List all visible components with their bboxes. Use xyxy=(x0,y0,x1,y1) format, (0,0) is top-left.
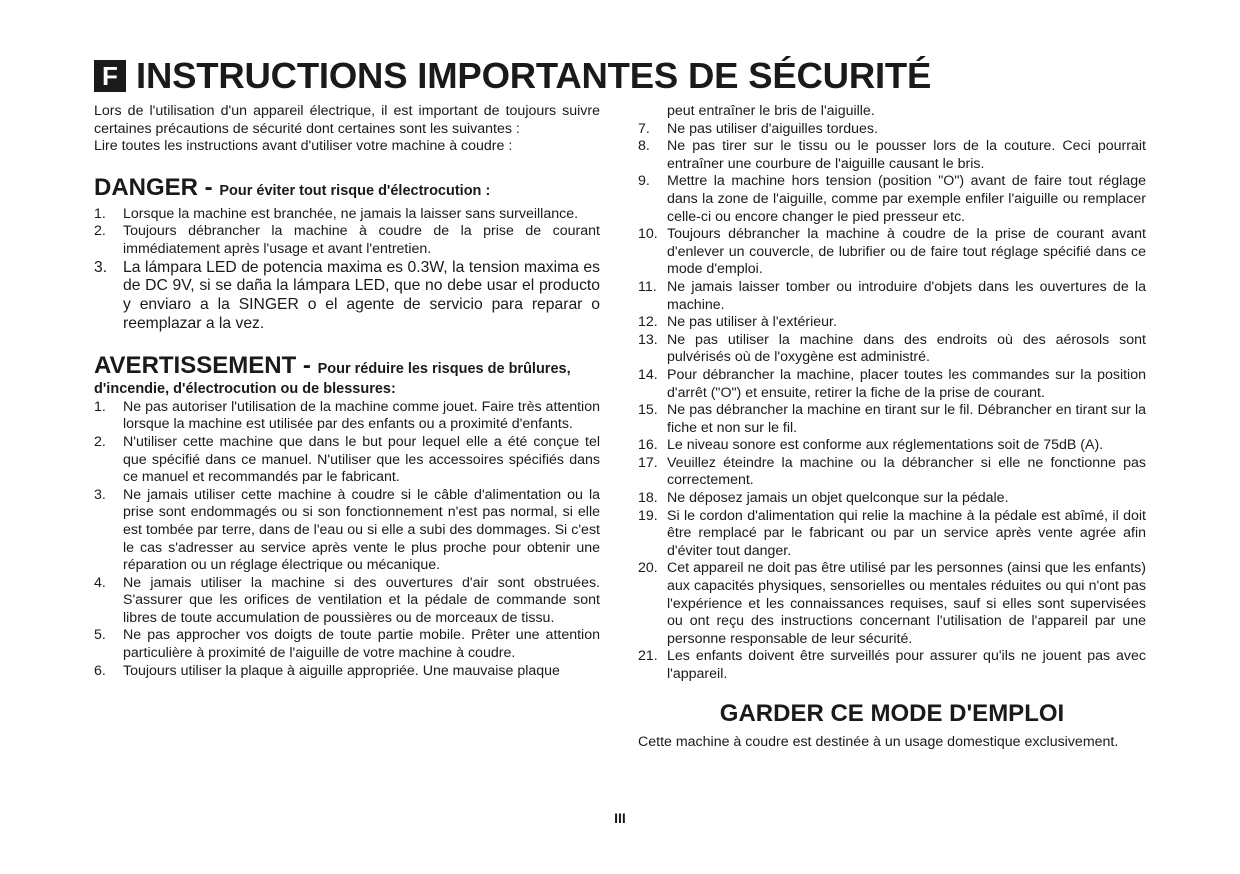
warning-item xyxy=(94,399,600,434)
danger-item xyxy=(94,223,600,258)
item-number: 3. xyxy=(94,486,106,503)
item-text: Ne pas tirer sur le tissu ou le pousser lors de la couture. Ceci pourrait entraîner une courbure de l'aiguille causant le bris. xyxy=(667,138,1146,172)
danger-item xyxy=(94,259,600,334)
warning-item xyxy=(638,402,1146,437)
item-text: Ne pas utiliser à l'extérieur. xyxy=(667,314,837,331)
danger-label: DANGER xyxy=(94,173,199,201)
item-number: 3. xyxy=(94,258,108,276)
warning-item xyxy=(638,314,1146,332)
item-number: 2. xyxy=(94,223,106,240)
item-text: Pour débrancher la machine, placer toutes les commandes sur la position d'arrêt ("O") et ensuite, retirer la fiche de la prise de courant. xyxy=(667,366,1146,401)
item-number: 16. xyxy=(638,437,658,454)
warning-item xyxy=(638,138,1146,173)
item-number: 7. xyxy=(638,120,650,137)
item-number: 5. xyxy=(94,627,106,644)
item-number: 12. xyxy=(638,314,658,331)
item-text: Lorsque la machine est branchée, ne jamais la laisser sans surveillance. xyxy=(123,205,579,222)
warning-list xyxy=(94,399,600,681)
item-number: 1. xyxy=(94,205,106,222)
right-column xyxy=(638,103,1146,751)
left-column xyxy=(94,103,600,680)
warning-item xyxy=(638,648,1146,683)
item-number: 11. xyxy=(638,278,657,295)
item-number: 13. xyxy=(638,331,658,348)
warning-item xyxy=(638,332,1146,367)
warning-item xyxy=(94,627,600,662)
item-number: 1. xyxy=(94,398,106,415)
warning-item xyxy=(638,455,1146,490)
item-number: 19. xyxy=(638,507,658,524)
item-text: Ne pas débrancher la machine en tirant sur le fil. Débrancher en tirant sur la fiche et non sur le fil. xyxy=(667,402,1146,436)
danger-separator: - xyxy=(198,173,220,201)
danger-list xyxy=(94,206,600,259)
danger-heading xyxy=(94,174,600,202)
item-text: Toujours débrancher la machine à coudre de la prise de courant avant d'enlever un couvercle, de lubrifier ou de faire tout réglage spécifié dans ce mode d'emploi. xyxy=(667,226,1146,278)
warning-item xyxy=(638,121,1146,139)
item-text: Toujours utiliser la plaque à aiguille appropriée. Une mauvaise plaque xyxy=(123,662,560,679)
warning-heading xyxy=(94,352,600,399)
item-number: 18. xyxy=(638,490,658,507)
item-number: 10. xyxy=(638,226,658,243)
item-text: N'utiliser cette machine que dans le but pour lequel elle a été conçue tel que spécifié dans ce manuel. N'utiliser que les accessoires spécifiés dans ce manuel et recommandés par le fabricant. xyxy=(123,433,600,486)
item-text: Ne jamais laisser tomber ou introduire d'objets dans les ouvertures de la machine. xyxy=(667,278,1146,313)
item-number: 15. xyxy=(638,402,658,419)
warning-item xyxy=(638,490,1146,508)
item-text: Toujours débrancher la machine à coudre de la prise de courant immédiatement après l'usage et avant l'entretien. xyxy=(123,223,600,257)
warning-separator: - xyxy=(296,351,318,379)
item-text: Ne pas utiliser la machine dans des endroits où des aérosols sont pulvérisés où de l'oxygène est administré. xyxy=(667,331,1146,366)
item-number: 4. xyxy=(94,574,106,591)
item-text: Mettre la machine hors tension (position "O") avant de faire tout réglage dans la zone de l'aiguille, comme par exemple enfiler l'aiguille ou remplacer celle-ci ou encore changer le pied presseur etc. xyxy=(667,173,1146,225)
item-text: Les enfants doivent être surveillés pour assurer qu'ils ne jouent pas avec l'appareil. xyxy=(667,648,1146,682)
item-number: 6. xyxy=(94,662,106,679)
warning-item xyxy=(638,560,1146,648)
warning-label: AVERTISSEMENT xyxy=(94,351,297,379)
warning-subtitle: Pour réduire les risques de brûlures, d'incendie, d'électrocution ou de blessures: xyxy=(94,360,571,397)
danger-item xyxy=(94,206,600,224)
item-text: Ne pas approcher vos doigts de toute partie mobile. Prêter une attention particulière à proximité de l'aiguille de votre machine à coudre. xyxy=(123,627,600,662)
keep-manual-text: Cette machine à coudre est destinée à un usage domestique exclusivement. xyxy=(638,733,1119,750)
intro-instruction: Lire toutes les instructions avant d'utiliser votre machine à coudre : xyxy=(94,138,513,155)
keep-manual-heading: GARDER CE MODE D'EMPLOI xyxy=(719,699,1065,727)
warning-item xyxy=(94,487,600,575)
title-text: INSTRUCTIONS IMPORTANTES DE SÉCURITÉ xyxy=(136,55,932,96)
danger-subtitle: Pour éviter tout risque d'électrocution : xyxy=(219,182,491,199)
warning-list-continued xyxy=(638,121,1146,684)
page-number: III xyxy=(614,810,626,826)
item-text: Ne pas autoriser l'utilisation de la machine comme jouet. Faire très attention lorsque la machine est utilisée par des enfants ou a proximité d'enfants. xyxy=(123,398,600,433)
item-number: 2. xyxy=(94,433,106,450)
warning-item xyxy=(638,226,1146,279)
intro-paragraph: Lors de l'utilisation d'un appareil électrique, il est important de toujours suivre certaines précautions de sécurité dont certaines sont les suivantes : xyxy=(94,103,600,137)
item-text: Ne jamais utiliser la machine si des ouvertures d'air sont obstruées. S'assurer que les orifices de ventilation et la pédale de commande sont libres de toute accumulation de poussières ou de morceaux de tissu. xyxy=(123,574,600,626)
item-text: Le niveau sonore est conforme aux réglementations soit de 75dB (A). xyxy=(667,437,1104,454)
warning-item xyxy=(638,173,1146,226)
warning-item xyxy=(638,508,1146,561)
warning-item xyxy=(94,663,600,681)
item-text: Cet appareil ne doit pas être utilisé par les personnes (ainsi que les enfants) aux capacités physiques, sensorielles ou mentales réduites ou qui n'ont pas l'expérience et les connaissances requises, sauf si elles sont supervisées ou ont reçu des instructions concernant l'utilisation de l'appareil par une personne responsable de leur sécurité. xyxy=(667,560,1146,647)
item-text: La lámpara LED de potencia maxima es 0.3W, la tension maxima es de DC 9V, si se daña la lámpara LED, que no debe usar el producto y enviaro a la SINGER o el agente de servicio para reparar o reemplazar a la vez. xyxy=(123,258,600,332)
item-text: Si le cordon d'alimentation qui relie la machine à la pédale est abîmé, il doit être remplacé par le fabricant ou par un service après vente agrée afin d'éviter tout danger. xyxy=(667,507,1146,559)
language-badge: F xyxy=(94,60,126,92)
item-number: 17. xyxy=(638,454,658,471)
item-text: Ne pas utiliser d'aiguilles tordues. xyxy=(667,120,878,137)
warning-item xyxy=(638,279,1146,314)
item-text: Ne jamais utiliser cette machine à coudre si le câble d'alimentation ou la prise sont endommagés ou si son fonctionnement n'est pas normal, si elle est tombée par terre, dans de l'eau ou si elle a subi des dommages. Si c'est le cas s'adresser au service après vente le plus proche pour obtenir une réparation ou un réglage électrique ou mécanique. xyxy=(123,486,600,574)
warning-item xyxy=(94,575,600,628)
item-text: Ne déposez jamais un objet quelconque sur la pédale. xyxy=(667,490,1009,507)
item-number: 9. xyxy=(638,173,650,190)
item-number: 21. xyxy=(638,648,658,665)
item-text: Veuillez éteindre la machine ou la débrancher si elle ne fonctionne pas correctement. xyxy=(667,454,1146,489)
warning-item xyxy=(638,437,1146,455)
warning-item xyxy=(94,434,600,487)
warning-item xyxy=(638,367,1146,402)
item-number: 20. xyxy=(638,560,658,577)
page-title xyxy=(94,56,1194,96)
danger-list-led xyxy=(94,259,600,334)
item-number: 8. xyxy=(638,138,650,155)
item-6-continuation: peut entraîner le bris de l'aiguille. xyxy=(667,103,875,119)
item-number: 14. xyxy=(638,366,658,383)
